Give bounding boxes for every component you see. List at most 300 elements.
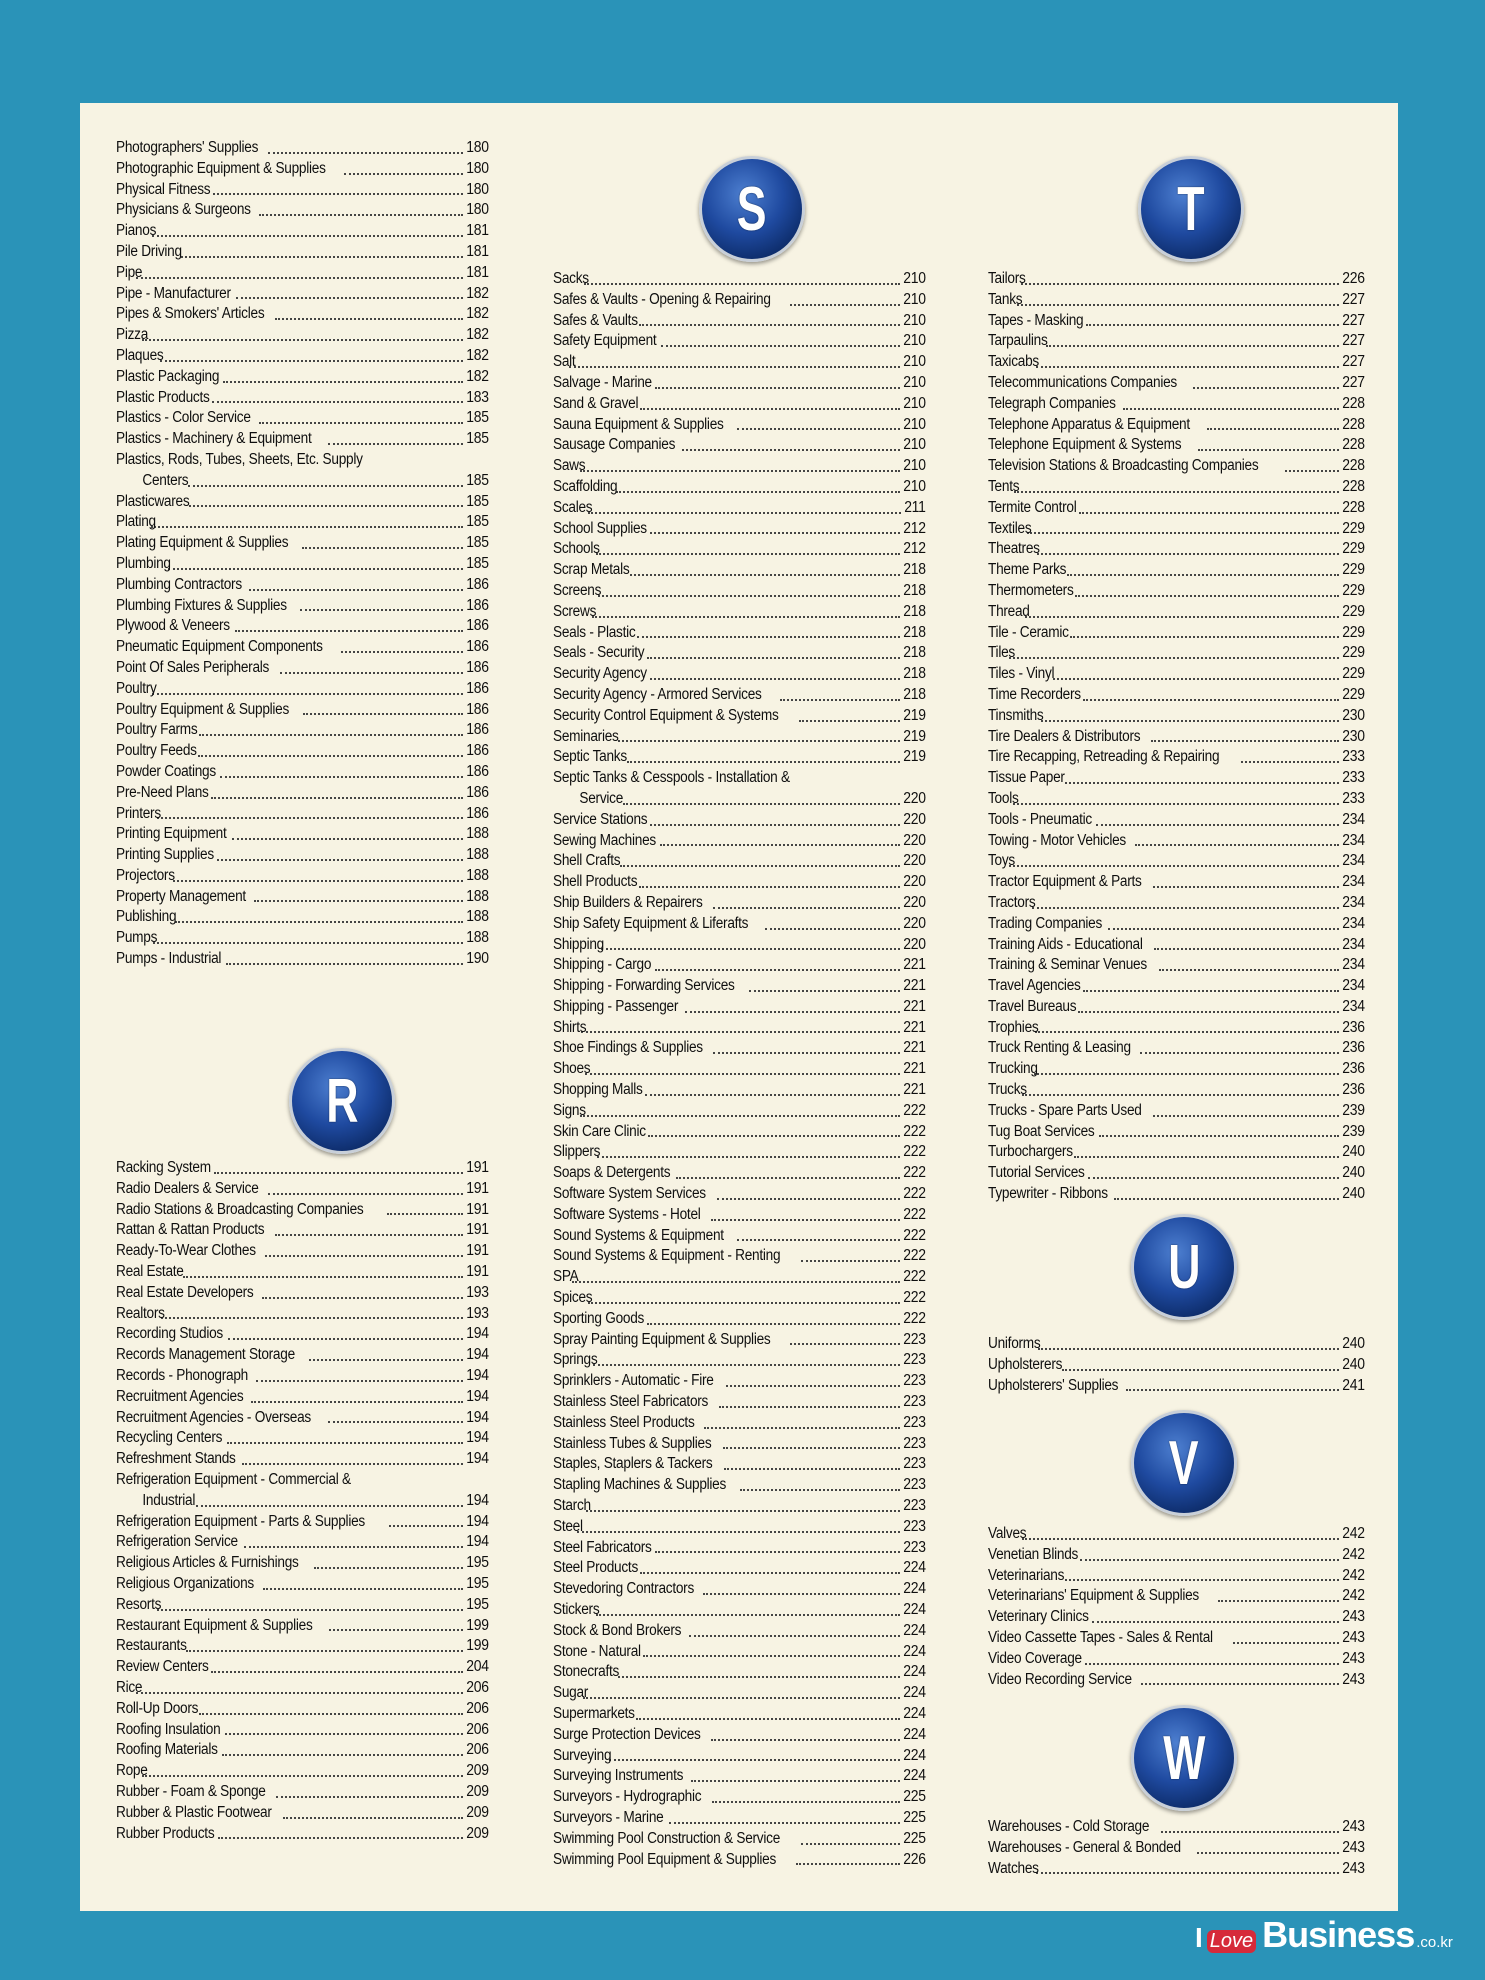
dot-leader [268,1193,463,1195]
dot-leader [280,672,463,674]
entry-page-number: 221 [903,997,926,1015]
index-entry [553,373,927,394]
entry-page-number: 243 [1342,1670,1365,1688]
entry-page-number: 220 [903,914,926,932]
index-entry [116,887,490,908]
entry-name: Stevedoring Contractors [553,1580,695,1598]
dot-leader [1096,824,1339,826]
entry-name: Salvage - Marine [553,373,652,391]
entry-page-number: 230 [1342,706,1365,724]
index-entry [116,1200,490,1221]
dot-leader [236,297,463,299]
entry-name: Scales [553,498,593,516]
dot-leader [225,1733,463,1735]
dot-leader [655,387,900,389]
entry-page-number: 186 [466,783,489,801]
entry-name: Safes & Vaults - Opening & Repairing [553,290,771,308]
dot-leader [283,1817,463,1819]
dot-leader [309,1359,463,1361]
entry-name: Shipping [553,935,604,953]
dot-leader [1083,699,1339,701]
entry-page-number: 233 [1342,748,1365,766]
entry-page-number: 221 [903,1039,926,1057]
index-entry [116,1408,490,1429]
entry-name: Recruitment Agencies [116,1387,244,1405]
entry-page-number: 199 [466,1616,489,1634]
entry-page-number: 224 [903,1601,926,1618]
index-entry [553,581,927,602]
dot-leader [1046,345,1339,347]
dot-leader [341,651,463,653]
entry-name: Plumbing Fixtures & Supplies [116,596,287,614]
dot-leader [1070,636,1339,638]
index-entry [116,658,490,679]
entry-name: Safes & Vaults [553,311,638,329]
entry-page-number: 242 [1342,1525,1365,1542]
letter-w: W [1162,1723,1206,1793]
entry-name: Rubber - Foam & Sponge [116,1782,266,1800]
entry-name: Veterinarians' Equipment & Supplies [988,1587,1199,1605]
entry-name: Uniforms [988,1335,1041,1352]
entry-name: Travel Bureaus [988,997,1077,1015]
dot-leader [1285,470,1339,472]
dot-leader [183,1276,463,1278]
entry-page-number: 223 [903,1351,926,1369]
entry-page-number: 180 [466,159,489,177]
entry-name: Roofing Insulation [116,1720,221,1738]
entry-page-number: 221 [903,1018,926,1036]
dot-leader [1086,324,1339,326]
entry-page-number: 194 [466,1512,489,1530]
entry-page-number: 222 [903,1101,926,1119]
dot-leader [650,824,900,826]
index-entry [553,456,927,477]
index-entry [553,1787,927,1808]
dot-leader [640,408,900,410]
index-entry [116,159,490,180]
logo-i: I [1195,1922,1203,1953]
dot-leader [1022,1094,1339,1096]
index-entry [116,596,490,617]
entry-name: Sewing Machines [553,831,656,849]
dot-leader [765,928,900,930]
index-entry [116,804,490,825]
index-entry [116,1657,490,1678]
index-entry [553,1558,927,1579]
letter-badge-r [289,1048,395,1154]
dot-leader [1198,449,1339,451]
dot-leader [1207,428,1339,430]
dot-leader [235,630,463,632]
dot-leader [596,553,900,555]
group-v [988,1524,1366,1690]
index-entry [553,1038,927,1059]
entry-page-number: 188 [466,825,489,843]
entry-name: Tire Recapping, Retreading & Repairing [988,748,1220,766]
dot-leader [713,1052,900,1054]
index-entry [553,498,927,519]
entry-name: Ship Builders & Repairers [553,893,703,911]
index-entry [553,1704,927,1725]
entry-page-number: 236 [1342,1081,1365,1099]
dot-leader [588,512,901,514]
dot-leader [790,304,900,306]
dot-leader [1126,1389,1339,1391]
index-entry [116,242,490,263]
dot-leader [1022,1538,1339,1540]
dot-leader [1099,1135,1339,1137]
entry-name: Starch [553,1497,591,1515]
index-entry [553,1350,927,1371]
index-entry [553,747,927,768]
dot-leader [1078,1011,1339,1013]
dot-leader [618,740,901,742]
index-entry [116,450,490,492]
dot-leader [275,1234,463,1236]
entry-page-number: 220 [903,873,926,891]
dot-leader [1135,844,1339,846]
index-entry [116,554,490,575]
dot-leader [249,589,463,591]
index-entry [116,429,490,450]
index-entry [553,290,927,311]
entry-page-number: 243 [1342,1838,1365,1856]
entry-page-number: 186 [466,596,489,614]
entry-page-number: 227 [1342,353,1365,371]
entry-name: Trucking [988,1060,1038,1078]
dot-leader [1079,512,1339,514]
entry-name: Video Coverage [988,1649,1082,1667]
index-entry [116,263,490,284]
entry-page-number: 191 [466,1200,489,1218]
index-entry [988,498,1366,519]
entry-name: Shipping - Forwarding Services [553,977,735,995]
dot-leader [254,900,463,902]
dot-leader [387,1213,463,1215]
index-entry [553,664,927,685]
entry-page-number: 228 [1342,498,1365,516]
index-entry [116,138,490,159]
dot-leader [262,1297,463,1299]
entry-page-number: 211 [904,498,926,516]
index-entry [116,200,490,221]
entry-name: Poultry Farms [116,721,198,739]
entry-name: Publishing [116,908,177,926]
entry-name: Pianos [116,222,157,240]
entry-name: Trucks [988,1081,1027,1099]
entry-page-number: 195 [466,1595,489,1613]
dot-leader [1035,1031,1339,1033]
entry-name: Radio Stations & Broadcasting Companies [116,1200,364,1218]
entry-page-number: 234 [1342,977,1365,995]
index-entry [553,1101,927,1122]
index-entry [116,700,490,721]
entry-name: Property Management [116,887,246,905]
index-entry [553,1725,927,1746]
entry-page-number: 222 [903,1247,926,1265]
entry-name: Tiles - Vinyl [988,665,1055,683]
entry-page-number: 194 [466,1366,489,1384]
index-entry [553,1018,927,1039]
entry-name: Records - Phonograph [116,1366,248,1384]
index-entry [553,435,927,456]
entry-name: Swimming Pool Construction & Service [553,1829,781,1847]
dot-leader [1080,1559,1339,1561]
entry-page-number: 210 [903,290,926,308]
entry-page-number: 185 [466,513,489,531]
entry-name: Recording Studios [116,1325,223,1343]
entry-page-number: 223 [903,1517,926,1535]
entry-name: Sprinklers - Automatic - Fire [553,1372,714,1390]
index-entry [988,373,1366,394]
entry-page-number: 186 [466,638,489,656]
index-entry [553,1683,927,1704]
index-entry [988,456,1366,477]
entry-page-number: 218 [903,685,926,703]
entry-page-number: 228 [1342,477,1365,495]
index-entry [553,1496,927,1517]
entry-name: Tractors [988,893,1036,911]
dot-leader [577,1531,900,1533]
entry-name: Seals - Plastic [553,623,636,641]
entry-page-number: 228 [1342,415,1365,433]
index-entry [116,1678,490,1699]
index-entry [988,1817,1366,1838]
dot-leader [300,609,463,611]
entry-name: Training & Seminar Venues [988,956,1147,974]
index-entry [988,1101,1366,1122]
dot-leader [593,1364,900,1366]
entry-name: Ship Safety Equipment & Liferafts [553,914,749,932]
entry-page-number: 194 [466,1491,489,1509]
index-entry [988,935,1366,956]
dot-leader [181,256,463,258]
dot-leader [344,173,463,175]
letter-badge-v [1131,1410,1237,1516]
entry-name: Valves [988,1525,1027,1542]
entry-page-number: 212 [903,540,926,558]
entry-name: Textiles [988,519,1032,537]
entry-name: Physical Fitness [116,180,211,198]
entry-name: Physicians & Surgeons [116,201,251,219]
entry-name: Sand & Gravel [553,394,639,412]
dot-leader [1038,1348,1339,1350]
entry-page-number: 210 [903,373,926,391]
dot-leader [691,1780,900,1782]
index-entry [988,1838,1366,1859]
letter-s: S [737,174,767,244]
dot-leader [136,277,463,279]
entry-name: Pipes & Smokers' Articles [116,305,265,323]
dot-leader [214,1172,463,1174]
dot-leader [220,776,463,778]
entry-name: Tapes - Masking [988,311,1084,329]
entry-name: Shipping - Passenger [553,997,679,1015]
entry-page-number: 219 [903,748,926,766]
entry-page-number: 228 [1342,457,1365,475]
entry-name: Records Management Storage [116,1346,295,1364]
entry-name: Review Centers [116,1658,209,1676]
dot-leader [161,1317,463,1319]
entry-name: Scrap Metals [553,561,630,579]
entry-name: Surveying Instruments [553,1767,684,1785]
dot-leader [1034,1073,1339,1075]
index-entry [553,1413,927,1434]
entry-page-number: 229 [1342,623,1365,641]
index-entry [988,851,1366,872]
entry-page-number: 218 [903,602,926,620]
dot-leader [1067,574,1339,576]
entry-name-continued: Centers [142,471,189,489]
index-entry [988,539,1366,560]
entry-page-number: 223 [903,1393,926,1411]
entry-name: Printing Equipment [116,825,227,843]
entry-name: Steel Products [553,1559,639,1577]
index-entry [116,907,490,928]
index-entry [988,1334,1366,1355]
group-p [116,138,490,970]
entry-page-number: 210 [903,457,926,475]
index-entry [988,290,1366,311]
entry-name: Rope [116,1762,148,1780]
entry-name: Tools [988,789,1019,807]
entry-page-number: 222 [903,1289,926,1307]
entry-page-number: 220 [903,789,926,807]
index-entry [116,492,490,513]
entry-page-number: 224 [903,1559,926,1577]
dot-leader [655,969,901,971]
letter-badge-w [1131,1705,1237,1811]
entry-name: Scaffolding [553,477,618,495]
entry-name: Tractor Equipment & Parts [988,873,1142,891]
entry-page-number: 210 [903,270,926,287]
dot-leader [790,1343,900,1345]
index-entry [116,1532,490,1553]
entry-page-number: 224 [903,1642,926,1660]
index-entry [116,533,490,554]
index-entry [116,1699,490,1720]
entry-page-number: 224 [903,1725,926,1743]
letter-t: T [1177,174,1205,244]
dot-leader [263,1588,463,1590]
index-entry [116,1345,490,1366]
entry-name: Plumbing Contractors [116,575,242,593]
dot-leader [275,318,463,320]
entry-page-number: 185 [466,409,489,427]
entry-name: Saws [553,457,586,475]
index-entry [116,1324,490,1345]
entry-page-number: 180 [466,180,489,198]
dot-leader [1218,1600,1339,1602]
index-entry [988,1545,1366,1566]
index-entry [116,1636,490,1657]
entry-name: Sugar [553,1684,589,1702]
entry-page-number: 240 [1342,1355,1365,1373]
index-entry [988,1859,1366,1880]
entry-page-number: 209 [466,1803,489,1821]
dot-leader [153,942,463,944]
dot-leader [136,1692,463,1694]
entry-page-number: 186 [466,679,489,697]
index-entry [553,1600,927,1621]
entry-name: Signs [553,1101,586,1119]
dot-leader [1036,1872,1339,1874]
entry-page-number: 224 [903,1704,926,1722]
entry-name: Tutorial Services [988,1164,1085,1182]
dot-leader [152,235,463,237]
dot-leader [218,1837,463,1839]
index-entry [116,928,490,949]
entry-name: Surge Protection Devices [553,1725,701,1743]
entry-page-number: 227 [1342,373,1365,391]
dot-leader [1123,408,1339,410]
index-entry [553,1766,927,1787]
entry-page-number: 206 [466,1720,489,1738]
entry-page-number: 185 [466,554,489,572]
entry-name: Printing Supplies [116,846,214,864]
dot-leader [737,428,900,430]
entry-page-number: 186 [466,804,489,822]
dot-leader [256,1380,463,1382]
dot-leader [796,1863,900,1865]
dot-leader [639,886,900,888]
dot-leader [223,381,463,383]
entry-name: Tile - Ceramic [988,623,1069,641]
dot-leader [1017,304,1339,306]
dot-leader [801,1260,900,1262]
entry-name: Stainless Steel Fabricators [553,1393,709,1411]
entry-page-number: 193 [466,1283,489,1301]
dot-leader [724,1468,900,1470]
entry-name: Shopping Malls [553,1081,643,1099]
index-entry [116,783,490,804]
index-entry [553,1808,927,1829]
dot-leader [669,1822,901,1824]
index-entry [988,1524,1366,1545]
entry-page-number: 222 [903,1205,926,1223]
entry-name: Recruitment Agencies - Overseas [116,1408,311,1426]
entry-page-number: 221 [903,956,926,974]
dot-leader [199,734,463,736]
entry-page-number: 229 [1342,685,1365,703]
entry-name: Religious Organizations [116,1574,254,1592]
index-entry [116,679,490,700]
dot-leader [1092,1621,1339,1623]
index-entry [116,1449,490,1470]
entry-page-number: 233 [1342,789,1365,807]
entry-page-number: 241 [1342,1376,1365,1394]
entry-page-number: 227 [1342,290,1365,308]
entry-page-number: 229 [1342,561,1365,579]
entry-name: Plastic Packaging [116,367,220,385]
entry-name: Pneumatic Equipment Components [116,638,323,656]
entry-name: Steel [553,1517,583,1535]
entry-page-number: 194 [466,1346,489,1364]
dot-leader [661,345,900,347]
entry-name: Plating Equipment & Supplies [116,534,289,552]
entry-name: Springs [553,1351,598,1369]
index-entry [116,1179,490,1200]
entry-page-number: 240 [1342,1164,1365,1182]
entry-name: Software Systems - Hotel [553,1205,701,1223]
entry-page-number: 185 [466,430,489,448]
index-entry [553,768,927,810]
entry-page-number: 194 [466,1325,489,1343]
entry-page-number: 181 [466,263,489,281]
entry-name: Warehouses - Cold Storage [988,1818,1150,1835]
dot-leader [1085,1663,1339,1665]
entry-page-number: 195 [466,1574,489,1592]
